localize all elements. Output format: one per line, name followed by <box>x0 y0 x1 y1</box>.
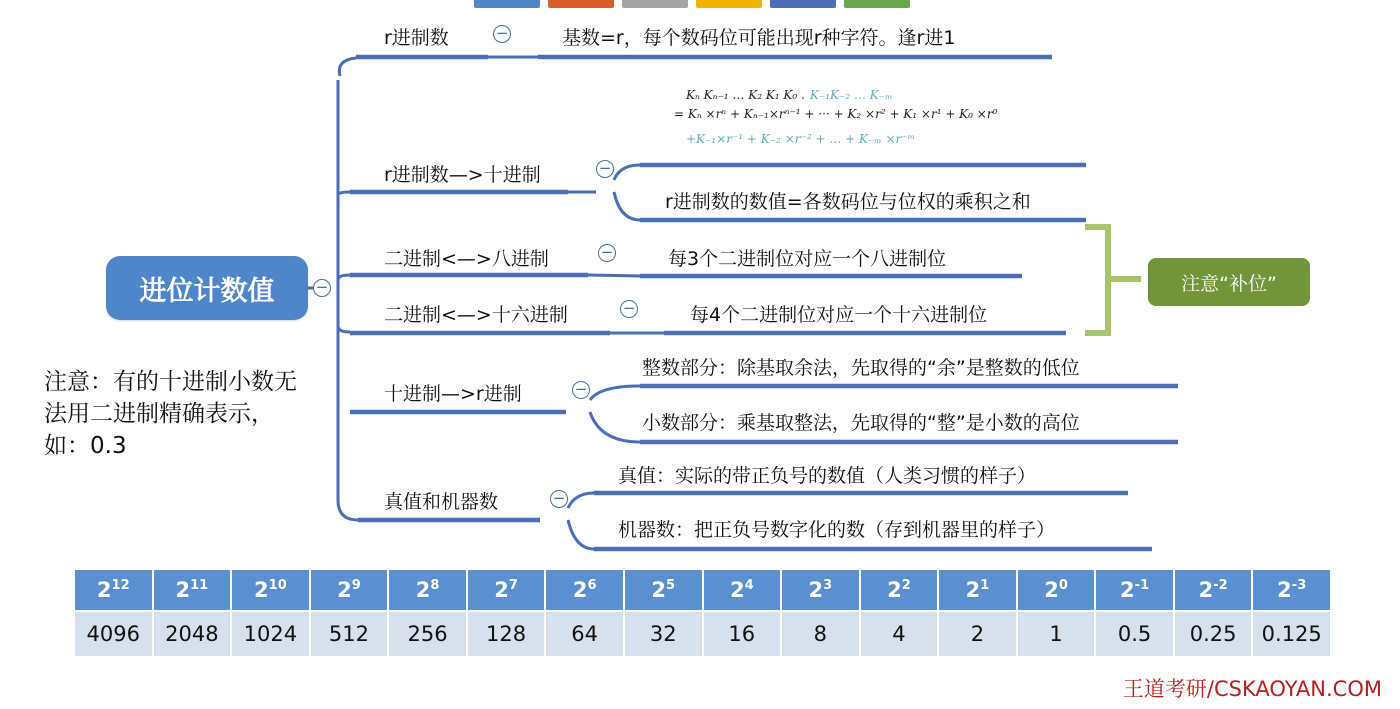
power-base: 2 <box>965 578 981 602</box>
branch-collapse-icon[interactable]: − <box>596 160 614 178</box>
formula-line-1-integer: Kₙ Kₙ₋₁ … K₂ K₁ K₀ . <box>686 88 805 102</box>
power-base: 2 <box>729 578 745 602</box>
root-label: 进位计数值 <box>139 275 275 307</box>
power-header-cell <box>154 570 231 612</box>
branch-collapse-icon[interactable]: − <box>493 25 511 43</box>
power-header-cell <box>1253 570 1330 612</box>
padding-bracket <box>1085 224 1111 336</box>
root-node[interactable] <box>106 256 308 320</box>
power-header-cell <box>704 570 781 612</box>
power-exponent: 8 <box>430 578 440 593</box>
power-header-cell <box>782 570 859 612</box>
power-base: 2 <box>1198 578 1214 602</box>
branch-label-binary-octal[interactable]: 二进制<—>八进制 <box>384 248 549 270</box>
powers-header-row <box>75 570 1330 612</box>
power-exponent: 12 <box>111 578 130 593</box>
power-base: 2 <box>494 578 509 602</box>
powers-of-two-table <box>73 570 1332 656</box>
leaf-binary-octal-rule: 每3个二进制位对应一个八进制位 <box>668 248 947 270</box>
powers-value-row <box>75 612 1330 656</box>
power-base: 2 <box>1120 578 1135 602</box>
branch-label-binary-hex[interactable]: 二进制<—>十六进制 <box>384 304 568 326</box>
power-header-cell <box>861 570 938 612</box>
power-value-cell: 0.25 <box>1175 612 1252 656</box>
power-base: 2 <box>572 578 588 602</box>
power-value-cell: 1 <box>1018 612 1095 656</box>
power-exponent: 0 <box>1058 578 1068 593</box>
power-value-cell: 2048 <box>154 612 231 656</box>
branch-collapse-icon[interactable]: − <box>598 244 616 262</box>
power-base: 2 <box>1044 578 1059 602</box>
formula-line-1-fraction: K₋₁K₋₂ … K₋ₘ <box>809 88 893 102</box>
power-value-cell: 16 <box>704 612 781 656</box>
power-exponent: -3 <box>1291 578 1307 593</box>
leaf-binary-hex-rule: 每4个二进制位对应一个十六进制位 <box>690 304 988 326</box>
power-exponent: 5 <box>666 578 676 593</box>
power-header-cell <box>311 570 388 612</box>
power-exponent: 2 <box>901 578 911 593</box>
power-base: 2 <box>254 578 269 602</box>
leaf-true-value: 真值：实际的带正负号的数值（人类习惯的样子） <box>618 465 1037 487</box>
power-header-cell <box>939 570 1016 612</box>
power-exponent: 11 <box>190 578 209 593</box>
power-value-cell: 1024 <box>232 612 309 656</box>
power-exponent: 7 <box>508 578 518 593</box>
power-exponent: 10 <box>268 578 287 593</box>
watermark: 王道考研/CSKAOYAN.COM <box>1122 677 1382 701</box>
power-value-cell: 0.5 <box>1096 612 1173 656</box>
power-value-cell: 128 <box>468 612 545 656</box>
padding-note-box[interactable] <box>1148 258 1310 306</box>
formula-line-3: +K₋₁×r⁻¹ + K₋₂ ×r⁻² + … + K₋ₘ ×r⁻ᵐ <box>686 132 915 146</box>
branch-label-true-machine[interactable]: 真值和机器数 <box>384 491 499 513</box>
root-collapse-icon[interactable]: − <box>313 279 331 297</box>
power-value-cell: 2 <box>939 612 1016 656</box>
power-value-cell: 512 <box>311 612 388 656</box>
power-exponent: 3 <box>823 578 833 593</box>
branch-label-r-to-decimal[interactable]: r进制数—>十进制 <box>384 164 541 186</box>
power-header-cell <box>1175 570 1252 612</box>
power-header-cell <box>232 570 309 612</box>
power-header-cell <box>1096 570 1173 612</box>
power-exponent: -2 <box>1213 578 1228 593</box>
leaf-r-to-decimal-rule: r进制数的数值=各数码位与位权的乘积之和 <box>665 191 1031 213</box>
branch-collapse-icon[interactable]: − <box>572 381 590 399</box>
power-header-cell <box>389 570 466 612</box>
power-exponent: 1 <box>980 578 990 593</box>
formula-line-2: = Kₙ ×rⁿ + Kₙ₋₁×rⁿ⁻¹ + ··· + K₂ ×r² + K₁ ×r¹ + K₀ ×r⁰ <box>674 107 998 121</box>
power-header-cell <box>468 570 545 612</box>
leaf-r-radix-definition: 基数=r，每个数码位可能出现r种字符。逢r进1 <box>562 27 956 49</box>
power-base: 2 <box>415 578 431 602</box>
padding-bracket-tick <box>1111 276 1141 282</box>
power-value-cell: 64 <box>546 612 623 656</box>
formula-line-1 <box>686 84 892 103</box>
power-base: 2 <box>887 578 902 602</box>
power-exponent: 9 <box>351 578 361 593</box>
power-base: 2 <box>96 578 112 602</box>
power-header-cell <box>75 570 152 612</box>
power-value-cell: 32 <box>625 612 702 656</box>
power-value-cell: 0.125 <box>1253 612 1330 656</box>
power-exponent: -1 <box>1134 578 1150 593</box>
branch-label-decimal-to-r[interactable]: 十进制—>r进制 <box>384 383 522 405</box>
power-base: 2 <box>175 578 191 602</box>
power-value-cell: 8 <box>782 612 859 656</box>
leaf-fraction-part-rule: 小数部分：乘基取整法，先取得的“整”是小数的高位 <box>642 412 1080 434</box>
power-value-cell: 4096 <box>75 612 152 656</box>
power-value-cell: 256 <box>389 612 466 656</box>
power-value-cell: 4 <box>861 612 938 656</box>
power-exponent: 6 <box>587 578 597 593</box>
leaf-integer-part-rule: 整数部分：除基取余法，先取得的“余”是整数的低位 <box>642 357 1080 379</box>
branch-label-r-radix[interactable]: r进制数 <box>384 27 449 49</box>
branch-collapse-icon[interactable]: − <box>620 300 638 318</box>
power-base: 2 <box>1277 578 1292 602</box>
side-note: 注意：有的十进制小数无法用二进制精确表示，如：0.3 <box>44 369 297 459</box>
leaf-machine-number: 机器数：把正负号数字化的数（存到机器里的样子） <box>618 519 1056 541</box>
branch-collapse-icon[interactable]: − <box>550 490 568 508</box>
power-header-cell <box>1018 570 1095 612</box>
power-header-cell <box>546 570 623 612</box>
padding-note-label: 注意“补位” <box>1181 272 1277 295</box>
power-exponent: 4 <box>744 578 754 593</box>
power-header-cell <box>625 570 702 612</box>
power-base: 2 <box>337 578 352 602</box>
power-base: 2 <box>808 578 824 602</box>
power-base: 2 <box>651 578 666 602</box>
